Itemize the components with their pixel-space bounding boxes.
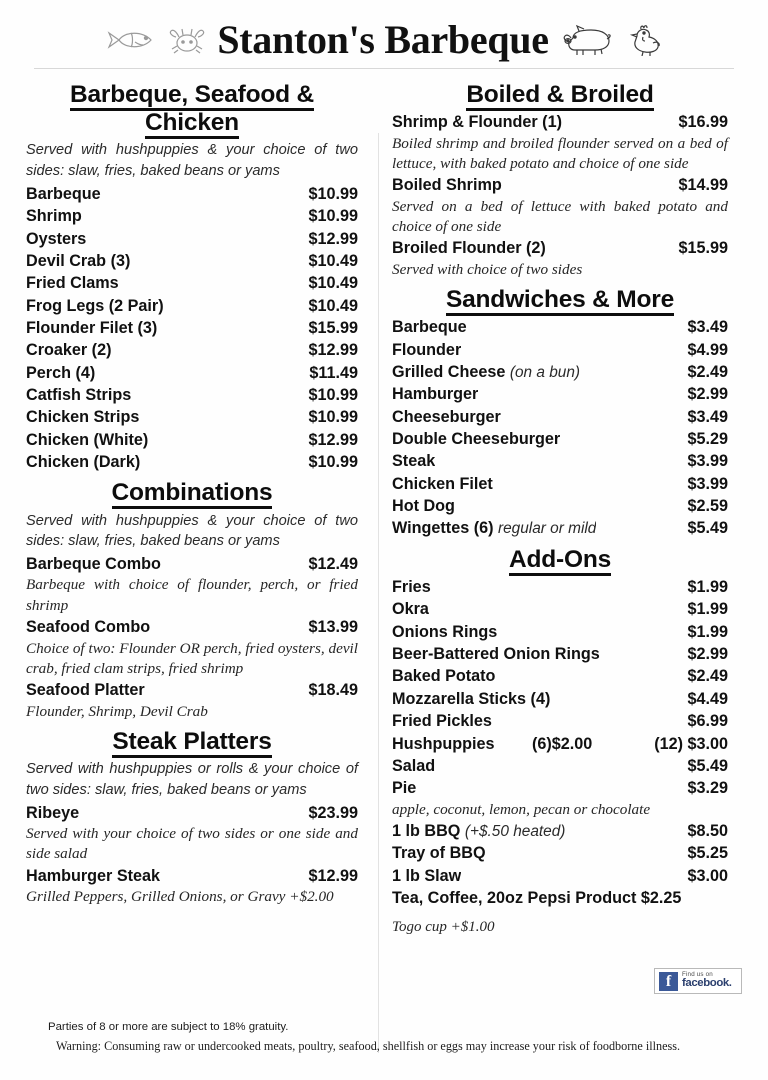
item-price-6: (6)$2.00	[532, 734, 593, 753]
menu-item-row[interactable]	[26, 679, 358, 701]
item-description: Flounder, Shrimp, Devil Crab	[26, 702, 208, 720]
item-name: Fries	[392, 577, 431, 596]
item-price: $10.99	[308, 453, 358, 472]
item-name: Flounder	[392, 340, 462, 359]
item-description: Grilled Peppers, Grilled Onions, or Gravy +$2.00	[26, 887, 334, 905]
menu-item-row[interactable]	[26, 451, 358, 473]
item-name: Steak	[392, 452, 436, 471]
item-name: Onions Rings	[392, 622, 498, 641]
item-price: $4.49	[687, 689, 728, 708]
item-name: Hamburger	[392, 385, 479, 404]
item-price: $3.49	[687, 407, 728, 426]
menu-header	[0, 0, 768, 62]
item-price: $13.99	[308, 618, 358, 637]
section-heading: Steak Platters	[26, 728, 358, 756]
menu-item-row[interactable]	[392, 576, 728, 598]
item-name: Croaker (2)	[26, 341, 112, 360]
pig-icon	[559, 24, 613, 56]
right-column	[372, 75, 728, 936]
item-price: $10.99	[308, 408, 358, 427]
item-price: $2.99	[687, 645, 728, 664]
menu-item-row[interactable]	[392, 865, 728, 887]
menu-item-row[interactable]	[392, 820, 728, 842]
menu-item-row[interactable]	[392, 643, 728, 665]
togo-cup-note: Togo cup +$1.00	[392, 919, 495, 936]
item-name: Broiled Flounder (2)	[392, 239, 546, 258]
item-price: $12.99	[308, 341, 358, 360]
section-barbeque-seafood-chicken	[26, 81, 358, 473]
menu-item-row[interactable]	[392, 517, 728, 539]
item-price: $3.00	[687, 866, 728, 885]
chicken-icon	[623, 24, 663, 56]
menu-item-row[interactable]	[392, 473, 728, 495]
item-price: $10.49	[308, 251, 358, 270]
item-price: $5.49	[687, 519, 728, 538]
item-price: $3.99	[687, 474, 728, 493]
menu-item-row[interactable]	[392, 111, 728, 133]
item-name: Double Cheeseburger	[392, 430, 561, 449]
page-title: Stanton's Barbeque	[217, 17, 549, 62]
menu-item-row[interactable]	[392, 710, 728, 732]
pie-flavors-description: apple, coconut, lemon, pecan or chocolate	[392, 800, 651, 818]
item-name: Barbeque	[26, 184, 101, 203]
item-name: Baked Potato	[392, 667, 496, 686]
item-name: Chicken Strips	[26, 408, 140, 427]
menu-item-row[interactable]	[26, 384, 358, 406]
item-name: Wingettes (6)	[392, 519, 494, 538]
facebook-find-us-text: Find us on	[682, 971, 713, 979]
item-name: Okra	[392, 600, 429, 619]
section-steak-platters	[26, 728, 358, 907]
facebook-badge[interactable]	[654, 968, 742, 994]
gratuity-notice: Parties of 8 or more are subject to 18% gratuity.	[48, 1021, 289, 1033]
menu-item-row[interactable]	[26, 865, 358, 887]
section-boiled-broiled	[392, 81, 728, 280]
menu-item-row[interactable]	[26, 429, 358, 451]
item-name: Shrimp & Flounder (1)	[392, 113, 562, 132]
menu-item-row[interactable]	[26, 616, 358, 638]
food-safety-warning: Warning: Consuming raw or undercooked meats, poultry, seafood, shellfish or eggs may increase your risk of foodborne illness.	[56, 1039, 681, 1053]
menu-item-row[interactable]	[392, 598, 728, 620]
item-name: 1 lb BBQ	[392, 821, 461, 840]
section-heading: Boiled & Broiled	[392, 81, 728, 109]
menu-item-row[interactable]	[26, 272, 358, 294]
item-price: $16.99	[678, 113, 728, 132]
menu-item-row[interactable]	[26, 183, 358, 205]
item-price: $15.99	[308, 318, 358, 337]
menu-item-row[interactable]	[26, 802, 358, 824]
item-name: Barbeque	[392, 318, 467, 337]
item-name: Devil Crab (3)	[26, 251, 131, 270]
item-name: Chicken (Dark)	[26, 453, 141, 472]
menu-item-row[interactable]	[392, 383, 728, 405]
item-price: $14.99	[678, 176, 728, 195]
item-name: Seafood Platter	[26, 681, 145, 700]
item-price: $15.99	[678, 239, 728, 258]
item-price: $23.99	[308, 803, 358, 822]
menu-item-row[interactable]	[26, 205, 358, 227]
item-price: $12.99	[308, 866, 358, 885]
menu-item-row[interactable]	[26, 339, 358, 361]
section-heading: Combinations	[26, 479, 358, 507]
facebook-icon: f	[659, 972, 678, 991]
item-name: Tray of BBQ	[392, 844, 486, 863]
item-price: $18.49	[308, 681, 358, 700]
section-heading: Barbeque, Seafood & Chicken	[26, 81, 358, 137]
menu-item-row[interactable]	[392, 450, 728, 472]
menu-item-row[interactable]	[26, 250, 358, 272]
left-column	[26, 75, 372, 907]
item-price: $12.99	[308, 229, 358, 248]
item-price: $3.99	[687, 452, 728, 471]
item-name: Chicken Filet	[392, 474, 493, 493]
item-price: $12.99	[308, 430, 358, 449]
section-sandwiches-more	[392, 286, 728, 540]
menu-columns	[0, 69, 768, 936]
section-intro: Served with hushpuppies or rolls & your choice of two sides: slaw, fries, baked beans or yams	[26, 761, 358, 798]
item-name: Flounder Filet (3)	[26, 318, 158, 337]
menu-item-row[interactable]	[392, 339, 728, 361]
drinks-row[interactable]: Tea, Coffee, 20oz Pepsi Product $2.25	[392, 889, 682, 908]
facebook-wordmark: facebook.	[682, 977, 732, 990]
section-intro: Served with hushpuppies & your choice of two sides: slaw, fries, baked beans or yams	[26, 142, 358, 180]
item-price: $2.49	[687, 667, 728, 686]
item-name: Hamburger Steak	[26, 866, 161, 885]
item-name: Cheeseburger	[392, 407, 501, 426]
menu-item-row[interactable]	[392, 361, 728, 383]
menu-item-row[interactable]	[26, 295, 358, 317]
item-name: Salad	[392, 756, 436, 775]
menu-item-row[interactable]	[392, 495, 728, 517]
item-price: $6.99	[687, 712, 728, 731]
item-name: Chicken (White)	[26, 430, 149, 449]
item-price: $10.99	[308, 184, 358, 203]
menu-item-row-hushpuppies[interactable]	[392, 733, 728, 755]
item-price: $12.49	[308, 555, 358, 574]
item-price: $1.99	[687, 600, 728, 619]
item-description: Boiled shrimp and broiled flounder served on a bed of lettuce, with baked potato and choice of one side	[392, 134, 728, 172]
item-price: $8.50	[687, 821, 728, 840]
item-name: Ribeye	[26, 803, 80, 822]
item-price: $5.25	[687, 844, 728, 863]
menu-item-row[interactable]	[26, 553, 358, 575]
menu-item-row[interactable]	[26, 406, 358, 428]
menu-item-row[interactable]	[392, 842, 728, 864]
item-name: Grilled Cheese	[392, 362, 506, 381]
item-price: $10.99	[308, 386, 358, 405]
item-name: Hushpuppies	[392, 734, 495, 753]
section-add-ons	[392, 546, 728, 937]
menu-item-row[interactable]	[392, 174, 728, 196]
item-price: $1.99	[687, 622, 728, 641]
item-name: Perch (4)	[26, 363, 96, 382]
menu-item-row[interactable]	[392, 406, 728, 428]
item-qualifier: regular or mild	[497, 520, 597, 538]
item-price: $5.49	[687, 756, 728, 775]
item-qualifier: (on a bun)	[509, 363, 581, 381]
item-price: $2.99	[687, 385, 728, 404]
section-combinations	[26, 479, 358, 721]
item-name: Pie	[392, 779, 417, 798]
item-name: Mozzarella Sticks (4)	[392, 689, 551, 708]
menu-item-row[interactable]	[392, 621, 728, 643]
item-name: 1 lb Slaw	[392, 866, 462, 885]
item-price: $3.49	[687, 318, 728, 337]
menu-item-row[interactable]	[26, 228, 358, 250]
item-name: Fried Clams	[26, 274, 119, 293]
item-price: $5.29	[687, 430, 728, 449]
section-heading: Add-Ons	[392, 546, 728, 574]
item-price: $10.49	[308, 296, 358, 315]
item-price: $2.49	[687, 362, 728, 381]
crab-icon	[167, 24, 207, 56]
item-price: $1.99	[687, 577, 728, 596]
item-description: Choice of two: Flounder OR perch, fried oysters, devil crab, fried clam strips, fried shrimp	[26, 639, 358, 677]
item-name: Beer-Battered Onion Rings	[392, 645, 600, 664]
section-intro: Served with hushpuppies & your choice of two sides: slaw, fries, baked beans or yams	[26, 512, 358, 550]
item-description: Served with choice of two sides	[392, 260, 583, 278]
item-price: $11.49	[309, 363, 358, 382]
item-description: Served with your choice of two sides or one side and side salad	[26, 824, 358, 863]
item-price: $2.59	[687, 497, 728, 516]
item-price: $3.29	[687, 779, 728, 798]
menu-item-row[interactable]	[392, 237, 728, 259]
item-price-12: (12) $3.00	[654, 734, 728, 753]
menu-item-row[interactable]	[392, 665, 728, 687]
menu-item-row[interactable]	[392, 755, 728, 777]
item-price: $10.99	[308, 207, 358, 226]
item-name: Barbeque Combo	[26, 555, 161, 574]
item-name: Frog Legs (2 Pair)	[26, 296, 164, 315]
footer	[0, 1021, 768, 1054]
item-name: Catfish Strips	[26, 386, 132, 405]
section-heading: Sandwiches & More	[392, 286, 728, 314]
facebook-label	[682, 972, 732, 990]
item-name: Boiled Shrimp	[392, 176, 502, 195]
item-price: $4.99	[687, 340, 728, 359]
item-description: Barbeque with choice of flounder, perch, or fried shrimp	[26, 576, 358, 614]
menu-item-row[interactable]	[392, 316, 728, 338]
menu-item-row[interactable]	[392, 428, 728, 450]
menu-item-row[interactable]	[26, 362, 358, 384]
item-name: Shrimp	[26, 207, 82, 226]
item-name: Oysters	[26, 229, 87, 248]
item-name: Fried Pickles	[392, 712, 492, 731]
menu-item-row[interactable]	[26, 317, 358, 339]
item-name: Hot Dog	[392, 497, 455, 516]
menu-item-row[interactable]	[392, 777, 728, 799]
menu-item-row[interactable]	[392, 688, 728, 710]
item-price: $10.49	[308, 274, 358, 293]
column-divider	[378, 133, 379, 1053]
fish-icon	[105, 25, 157, 55]
item-qualifier: (+$.50 heated)	[464, 822, 566, 840]
item-name: Seafood Combo	[26, 618, 151, 637]
item-description: Served on a bed of lettuce with baked potato and choice of one side	[392, 197, 728, 235]
